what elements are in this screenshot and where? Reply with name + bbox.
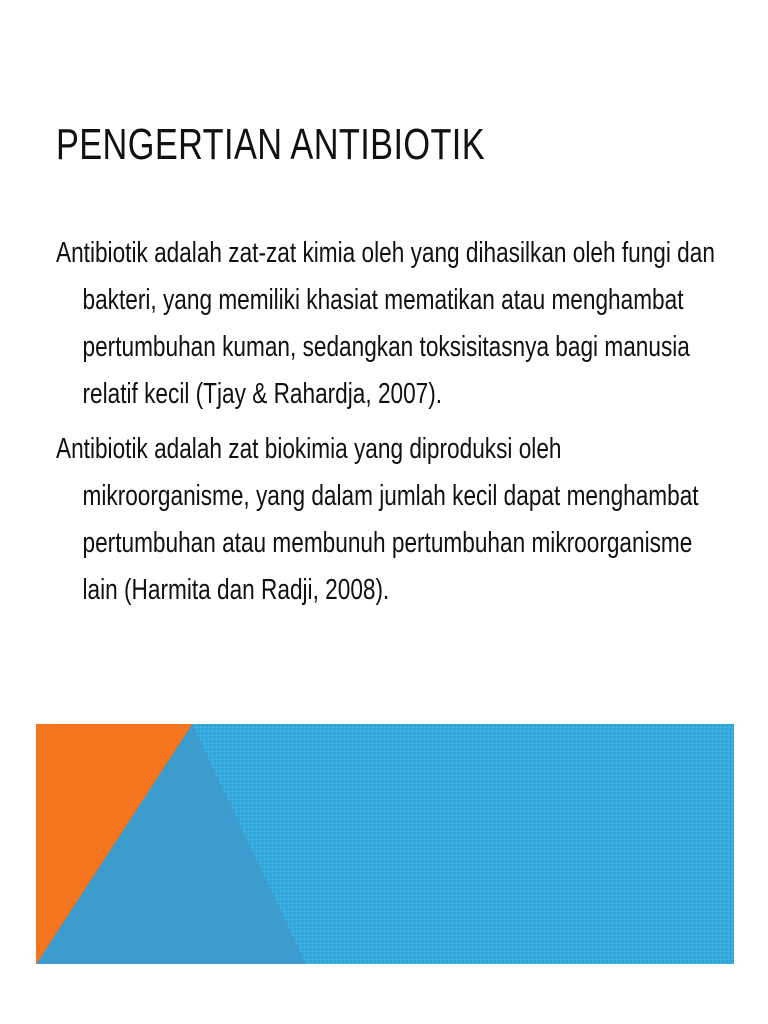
slide-body (56, 230, 727, 622)
slide-title: PENGERTIAN ANTIBIOTIK (56, 120, 486, 169)
decorative-banner (36, 724, 734, 964)
banner-graphic (36, 724, 734, 964)
paragraph-definition-2: Antibiotik adalah zat biokimia yang diproduksi oleh mikroorganisme, yang dalam jumlah kecil dapat menghambat pertumbuhan atau membunuh pertumbuhan mikroorganisme lain (Harmita dan Radji, 2008). (56, 433, 699, 606)
paragraph-definition-1: Antibiotik adalah zat-zat kimia oleh yang dihasilkan oleh fungi dan bakteri, yang memiliki khasiat mematikan atau menghambat pertumbuhan kuman, sedangkan toksisitasnya bagi manusia relatif kecil (Tjay & Rahardja, 2007). (56, 237, 715, 410)
